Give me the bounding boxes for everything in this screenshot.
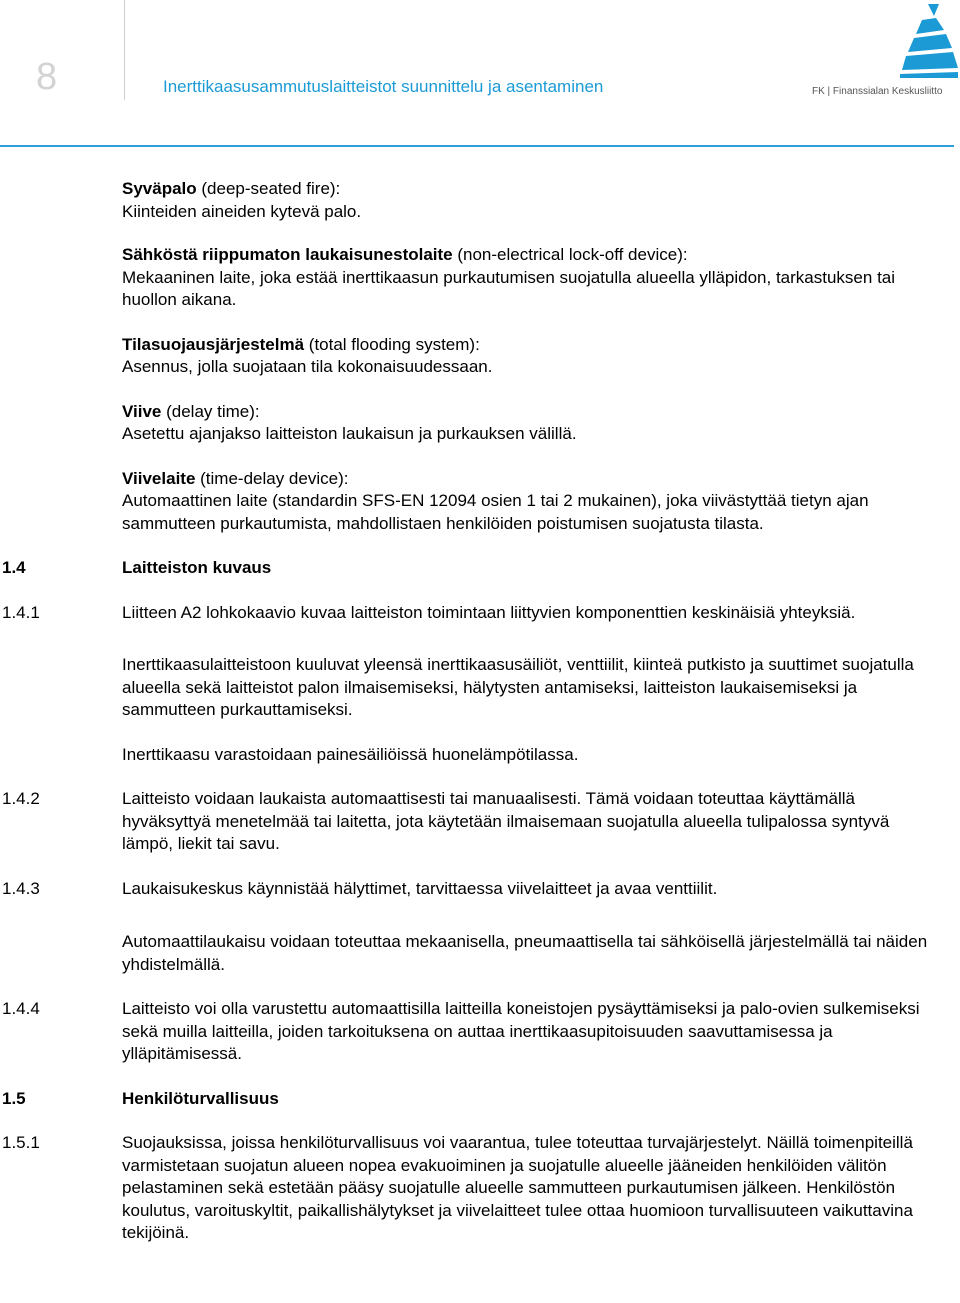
definition-english: (delay time): [161,401,260,421]
definition-text: Mekaaninen laite, joka estää inerttikaasun purkautumisen suojatulla alueella ylläpidon, tarkastuksen tai huollon aikana. [122,267,896,309]
definition-viive [0,401,932,446]
definition-english: (deep-seated fire): [196,179,341,198]
paragraph-1-4-1-b [0,654,932,722]
definition-text: Kiinteiden aineiden kytevä palo. [122,201,362,221]
definition-term: Syväpalo [122,179,197,198]
definition-tilasuojausjarjestelma [0,334,932,379]
paragraph-1-4-2 [0,788,932,856]
definition-english: (non-electrical lock-off device): [452,245,688,264]
definition-text: Asetettu ajanjakso laitteiston laukaisun ja purkauksen välillä. [122,424,577,443]
paragraph-number: 1.4.4 [2,999,40,1018]
definition-english: (time-delay device): [195,468,349,488]
paragraph-text: Inerttikaasulaitteistoon kuuluvat yleensä inerttikaasusäiliöt, venttiilit, kiinteä putkisto ja suuttimet suojatulla alueella sekä laitteistot palon ilmaisemiseksi, hälytysten antamiseksi, laitteiston laukaisemiseksi ja sammutteen purkauttamiseksi. [122,655,914,719]
paragraph-1-4-3-b [0,931,932,976]
paragraph-text: Automaattilaukaisu voidaan toteuttaa mekaanisella, pneumaattisella tai sähköisellä järjestelmällä tai näiden yhdistelmällä. [122,932,928,974]
section-number: 1.5 [2,1088,26,1108]
definition-term: Viive [122,401,162,421]
fk-logo [812,2,958,102]
definition-text: Asennus, jolla suojataan tila kokonaisuudessaan. [122,357,493,376]
header-rule [0,145,954,147]
definition-term: Viivelaite [122,468,196,488]
paragraph-text: Suojauksissa, joissa henkilöturvallisuus voi vaarantua, tulee toteuttaa turvajärjestelyt. Näillä toimenpiteillä varmistetaan suojatun alueen nopea evakuoiminen ja suojatulle alueelle jääneiden henkilöiden välitön pelastaminen sekä estetään pääsy suojatulle alueelle sammutteen purkautumisen jälkeen. Henkilöstön koulutus, varoituskyltit, paikallishälytykset ja viivelaitteet tulee ottaa huomioon turvallisuuteen vaikuttavina tekijöinä. [122,1133,913,1242]
paragraph-number: 1.4.3 [2,878,40,898]
definition-viivelaite [0,468,932,536]
section-title: Laitteiston kuvaus [122,558,272,577]
document-title: Inerttikaasusammutuslaitteistot suunnittelu ja asentaminen [163,77,604,96]
definition-english: (total flooding system): [304,334,480,354]
page-header [0,0,960,148]
paragraph-1-4-4 [0,998,932,1066]
section-heading-1-4 [0,557,932,580]
logo-text: FK | Finanssialan Keskusliitto [812,86,943,97]
section-heading-1-5 [0,1088,932,1111]
definition-text: Automaattinen laite (standardin SFS-EN 12094 osien 1 tai 2 mukainen), joka viivästyttää tietyn ajan sammutteen purkautumista, mahdollistaen henkilöiden poistumisen suojatusta tilasta. [122,491,869,533]
definition-term: Sähköstä riippumaton laukaisunestolaite [122,245,453,264]
paragraph-text: Laukaisukeskus käynnistää hälyttimet, tarvittaessa viivelaitteet ja avaa venttiilit. [122,878,718,898]
paragraph-1-5-1 [0,1132,932,1245]
section-number: 1.4 [2,558,26,577]
paragraph-text: Laitteisto voidaan laukaista automaattisesti tai manuaalisesti. Tämä voidaan toteuttaa käyttämällä hyväksyttyä menetelmää tai laitetta, jota käytetään ilmaisemaan suojatulla alueella tulipalossa syntyvä lämpö, liekit tai savu. [122,789,890,853]
paragraph-text: Liitteen A2 lohkokaavio kuvaa laitteiston toimintaan liittyvien komponenttien keskinäisiä yhteyksiä. [122,602,856,622]
page-number: 8 [36,56,58,98]
definition-laukaisunestolaite [0,244,932,312]
paragraph-number: 1.5.1 [2,1133,40,1152]
paragraph-number: 1.4.1 [2,602,40,622]
paragraph-text: Inerttikaasu varastoidaan painesäiliöissä huonelämpötilassa. [122,744,579,764]
fk-logo-icon [812,2,958,86]
definition-syvapalo [0,178,932,223]
paragraph-1-4-3 [0,878,932,901]
paragraph-1-4-1 [0,602,932,625]
paragraph-1-4-1-c [0,744,932,767]
paragraph-text: Laitteisto voi olla varustettu automaattisilla laitteilla koneistojen pysäyttämiseksi ja palo-ovien sulkemiseksi sekä muilla laitteilla, joiden tarkoituksena on auttaa inerttikaasupitoisuuden saavuttamisessa ja ylläpitämisessä. [122,999,920,1063]
document-body [0,178,960,1245]
section-title: Henkilöturvallisuus [122,1088,279,1108]
paragraph-number: 1.4.2 [2,789,40,808]
definition-term: Tilasuojausjärjestelmä [122,334,305,354]
header-divider [124,0,125,100]
